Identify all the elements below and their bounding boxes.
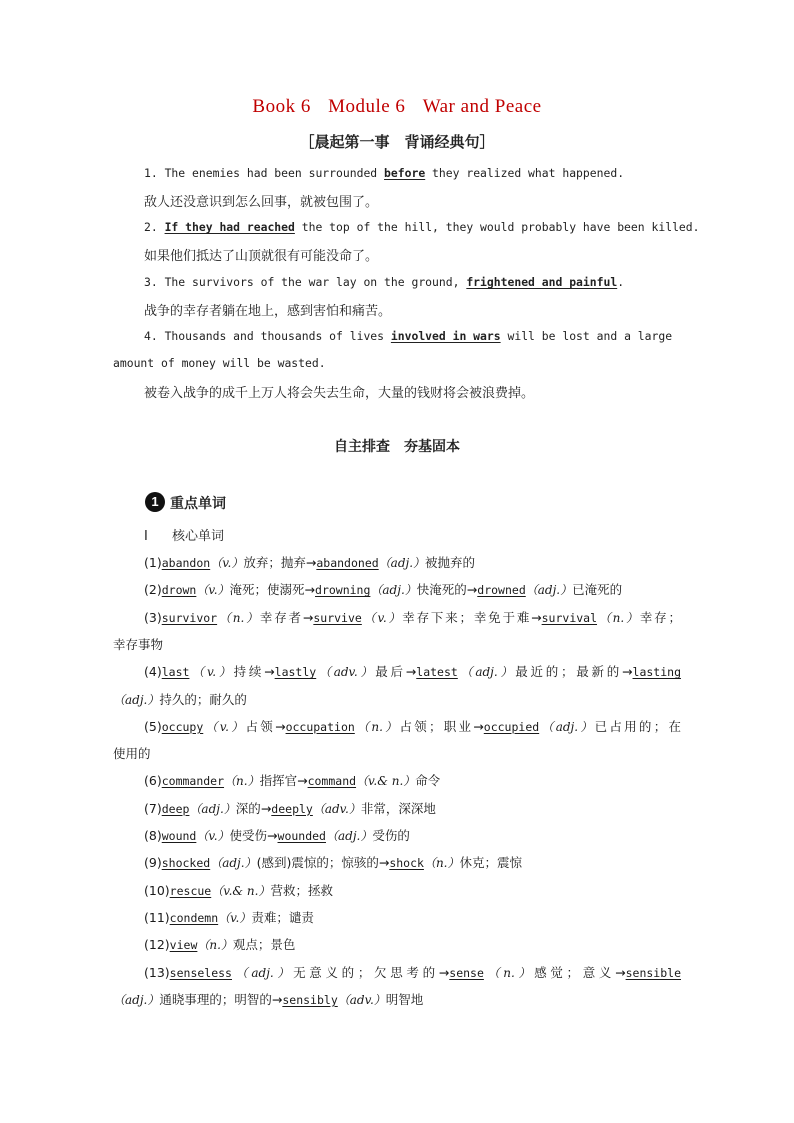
vocab-number: (13) bbox=[144, 964, 170, 980]
sentence-3-zh: 战争的幸存者躺在地上，感到害怕和痛苦。 bbox=[144, 304, 392, 319]
sentence-4-zh: 被卷入战争的成千上万人将会失去生命，大量的钱财将会被浪费掉。 bbox=[144, 386, 535, 401]
part-of-speech: （v.& n.） bbox=[356, 774, 416, 789]
vocab-word: condemn bbox=[169, 910, 219, 925]
vocab-meaning: 最近的；最新的 bbox=[515, 664, 623, 680]
part-of-speech: （adj.） bbox=[539, 719, 595, 734]
vocab-meaning: (感到)震惊的；惊骇的 bbox=[256, 855, 379, 871]
arrow-icon: → bbox=[378, 855, 390, 871]
sentence-key-phrase: before bbox=[384, 166, 426, 180]
arrow-icon: → bbox=[304, 582, 316, 598]
arrow-icon: → bbox=[297, 773, 308, 789]
vocab-number: (7) bbox=[144, 800, 162, 816]
vocab-meaning: 营救；拯救 bbox=[270, 882, 333, 898]
vocab-meaning: 持久的；耐久的 bbox=[159, 691, 247, 707]
vocab-item bbox=[113, 717, 681, 735]
vocab-word: drowning bbox=[315, 583, 371, 598]
part-of-speech: （adj.） bbox=[189, 801, 236, 816]
part-of-speech: （adj.） bbox=[378, 556, 426, 570]
vocab-word: deeply bbox=[271, 801, 313, 816]
vocab-item bbox=[113, 580, 681, 598]
part-of-speech: （adv.） bbox=[316, 665, 376, 680]
vocab-word: lastly bbox=[274, 665, 317, 680]
vocab-meaning: 快淹死的 bbox=[416, 582, 467, 598]
vocab-item bbox=[113, 935, 681, 953]
arrow-icon: → bbox=[531, 609, 542, 625]
vocab-word: latest bbox=[416, 665, 458, 680]
part-of-speech: （n.） bbox=[197, 938, 233, 953]
page-title bbox=[0, 96, 794, 118]
section-heading: 重点单词 bbox=[170, 496, 226, 512]
vocab-meaning: 已淹死的 bbox=[572, 582, 623, 598]
vocab-word: rescue bbox=[169, 883, 212, 898]
vocab-word: abandon bbox=[161, 556, 211, 570]
vocab-word: view bbox=[169, 938, 198, 953]
vocab-item bbox=[113, 881, 681, 899]
vocab-number: (4) bbox=[144, 664, 162, 680]
part-of-speech: （v.） bbox=[189, 665, 234, 680]
arrow-icon: → bbox=[438, 964, 450, 980]
part-of-speech: （adj.） bbox=[325, 829, 373, 843]
vocab-number: (9) bbox=[144, 855, 162, 871]
part-of-speech: （n.） bbox=[224, 774, 260, 789]
subsection-title: 核心单词 bbox=[171, 529, 224, 544]
vocab-meaning: 幸存下来；幸免于难 bbox=[402, 609, 532, 625]
part-of-speech: （adv.） bbox=[337, 992, 386, 1007]
vocab-meaning: 责难；谴责 bbox=[251, 909, 314, 925]
sentence-key-phrase: If they had reached bbox=[164, 220, 295, 234]
part-of-speech: （adj.） bbox=[525, 583, 573, 598]
vocab-word: occupation bbox=[285, 719, 355, 734]
vocab-item bbox=[113, 799, 681, 817]
vocab-number: (12) bbox=[144, 937, 170, 953]
section-number-badge: 1 bbox=[145, 492, 165, 512]
part-of-speech: （adj.） bbox=[231, 965, 294, 980]
arrow-icon: → bbox=[622, 664, 633, 680]
vocab-meaning: 已占用的；在 bbox=[594, 718, 681, 734]
vocab-item-cont bbox=[113, 690, 681, 708]
part-of-speech: （n.） bbox=[483, 965, 535, 980]
vocab-word: lasting bbox=[632, 665, 681, 680]
part-of-speech: （adv.） bbox=[312, 801, 361, 816]
vocab-word: shocked bbox=[161, 856, 211, 871]
sentence-1-en: 1. The enemies had been surrounded before they realized what happened. bbox=[144, 166, 625, 180]
vocab-meaning: 非常，深深地 bbox=[360, 800, 436, 816]
vocab-word: commander bbox=[161, 774, 225, 789]
vocab-item bbox=[113, 908, 681, 926]
arrow-icon: → bbox=[275, 718, 286, 734]
part-of-speech: （n.） bbox=[597, 610, 640, 625]
vocab-word: last bbox=[161, 665, 190, 680]
vocab-word: shock bbox=[389, 856, 424, 871]
vocab-meaning: 命令 bbox=[415, 773, 441, 789]
title-book: Book 6 bbox=[252, 96, 311, 117]
vocab-item bbox=[113, 826, 681, 844]
vocab-word: wound bbox=[161, 829, 197, 843]
part-of-speech: （adj.） bbox=[210, 856, 257, 871]
vocab-word: abandoned bbox=[316, 556, 379, 570]
sentence-4-en-cont: amount of money will be wasted. bbox=[113, 356, 326, 370]
part-of-speech: （adj.） bbox=[113, 692, 160, 707]
vocab-word: sensible bbox=[625, 965, 681, 980]
vocab-meaning: 占领；职业 bbox=[399, 718, 474, 734]
part-of-speech: （v.） bbox=[210, 556, 244, 570]
vocab-word: sensibly bbox=[282, 992, 338, 1007]
part-of-speech: （v.） bbox=[218, 910, 252, 925]
part-of-speech: （v.& n.） bbox=[211, 883, 271, 898]
vocab-meaning: 指挥官 bbox=[259, 773, 298, 789]
vocab-meaning: 明智地 bbox=[385, 991, 424, 1007]
vocab-item bbox=[113, 662, 681, 680]
part-of-speech: （adj.） bbox=[370, 583, 417, 598]
vocab-meaning: 通晓事理的；明智的→ bbox=[159, 991, 283, 1007]
vocab-word: survivor bbox=[161, 610, 218, 625]
subsection-roman: Ⅰ bbox=[144, 529, 148, 544]
arrow-icon: → bbox=[615, 964, 626, 980]
sentence-3-en: 3. The survivors of the war lay on the ground, frightened and painful. bbox=[144, 275, 625, 289]
vocab-item bbox=[113, 853, 681, 871]
vocab-meaning: 最后 bbox=[375, 664, 406, 680]
part-of-speech: （adj.） bbox=[113, 992, 160, 1007]
arrow-icon: → bbox=[264, 664, 275, 680]
title-topic: War and Peace bbox=[422, 96, 542, 117]
vocab-number: (8) bbox=[144, 828, 162, 843]
subsection-heading bbox=[113, 525, 681, 544]
vocab-meaning: 无意义的；欠思考的 bbox=[293, 964, 439, 980]
vocab-number: (1) bbox=[144, 555, 162, 570]
part-of-speech: （n.） bbox=[423, 856, 460, 871]
vocab-meaning: 观点；景色 bbox=[232, 937, 296, 953]
sentence-2-en: 2. If they had reached the top of the hill, they would probably have been killed. bbox=[144, 220, 700, 234]
vocab-word: command bbox=[307, 774, 357, 789]
vocab-meaning: 幸存事物 bbox=[113, 636, 164, 652]
vocab-meaning: 深的 bbox=[235, 800, 261, 816]
vocab-number: (5) bbox=[144, 718, 162, 734]
arrow-icon: → bbox=[260, 800, 272, 816]
arrow-icon: → bbox=[466, 582, 478, 598]
part-of-speech: （n.） bbox=[354, 719, 400, 734]
part-of-speech: （v.） bbox=[203, 719, 246, 734]
vocab-word: survive bbox=[313, 610, 362, 625]
vocab-meaning: 幸存者 bbox=[259, 609, 303, 625]
title-module: Module 6 bbox=[328, 96, 406, 117]
vocab-number: (2) bbox=[144, 582, 162, 598]
vocab-meaning: 使受伤 bbox=[229, 828, 268, 843]
arrow-icon: → bbox=[302, 609, 314, 625]
vocab-item-cont bbox=[113, 635, 681, 653]
arrow-icon: → bbox=[405, 664, 417, 680]
vocab-item bbox=[113, 553, 681, 571]
vocab-meaning: 持续 bbox=[233, 664, 265, 680]
sentence-2-zh: 如果他们抵达了山顶就很有可能没命了。 bbox=[144, 249, 379, 264]
vocab-meaning: 幸存； bbox=[639, 609, 681, 625]
vocab-word: drowned bbox=[477, 583, 526, 598]
sentence-4-en: 4. Thousands and thousands of lives involved in wars will be lost and a large bbox=[144, 329, 673, 343]
sentence-1-zh: 敌人还没意识到怎么回事，就被包围了。 bbox=[144, 195, 379, 210]
arrow-icon: → bbox=[267, 828, 278, 843]
vocab-word: senseless bbox=[169, 965, 232, 980]
vocab-meaning: 受伤的 bbox=[372, 828, 410, 843]
vocab-meaning: 被抛弃的 bbox=[425, 555, 476, 570]
part-of-speech: （adj.） bbox=[457, 665, 516, 680]
arrow-icon: → bbox=[305, 555, 317, 570]
vocab-meaning: 休克；震惊 bbox=[459, 855, 522, 871]
vocab-word: occupy bbox=[161, 719, 204, 734]
vocab-meaning: 感觉；意义 bbox=[534, 964, 616, 980]
vocab-word: deep bbox=[161, 801, 190, 816]
vocab-item bbox=[113, 963, 681, 981]
vocab-item bbox=[113, 608, 681, 626]
part-of-speech: （v.） bbox=[361, 610, 403, 625]
sentence-key-phrase: frightened and painful bbox=[466, 275, 618, 289]
sentence-key-phrase: involved in wars bbox=[390, 329, 501, 343]
vocab-item-cont bbox=[113, 744, 681, 762]
arrow-icon: → bbox=[473, 718, 484, 734]
vocab-word: drown bbox=[161, 583, 197, 598]
section-title: 自主排查 夯基固本 bbox=[334, 439, 460, 455]
vocab-item-cont bbox=[113, 990, 681, 1008]
vocab-word: occupied bbox=[483, 719, 540, 734]
vocab-word: sense bbox=[449, 965, 484, 980]
part-of-speech: （v.） bbox=[196, 829, 230, 843]
vocab-meaning: 淹死；使溺死 bbox=[229, 582, 305, 598]
page-subtitle: ［晨起第一事 背诵经典句］ bbox=[299, 133, 495, 151]
vocab-number: (6) bbox=[144, 773, 162, 789]
vocab-number: (3) bbox=[144, 609, 162, 625]
vocab-item bbox=[113, 771, 681, 789]
vocab-meaning: 放弃；抛弃 bbox=[243, 555, 306, 570]
vocab-word: survival bbox=[541, 610, 598, 625]
part-of-speech: （v.） bbox=[196, 583, 230, 598]
vocab-number: (10) bbox=[144, 882, 170, 898]
part-of-speech: （n.） bbox=[217, 610, 260, 625]
vocab-number: (11) bbox=[144, 909, 170, 925]
vocab-meaning: 使用的 bbox=[113, 746, 151, 762]
vocab-word: wounded bbox=[277, 829, 326, 843]
vocab-meaning: 占领 bbox=[245, 718, 276, 734]
